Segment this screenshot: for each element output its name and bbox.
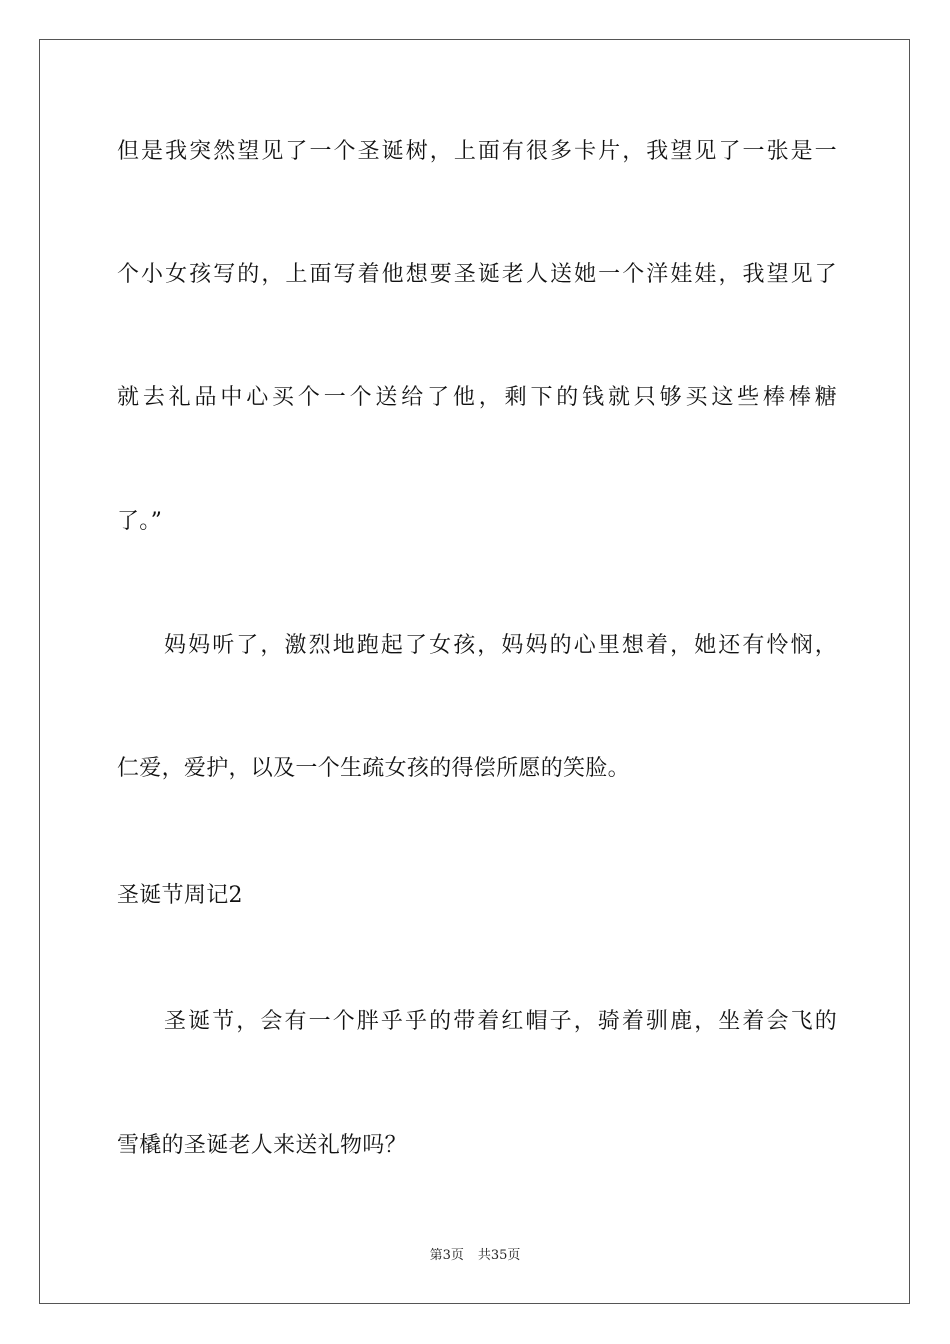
page-border <box>39 39 910 1304</box>
page-footer <box>0 1247 950 1265</box>
paragraph-line-6: 仁爱，爱护，以及一个生疏女孩的得偿所愿的笑脸。 <box>117 756 630 781</box>
section-heading: 圣诞节周记2 <box>117 883 243 908</box>
paragraph-line-7: 圣诞节，会有一个胖乎乎的带着红帽子，骑着驯鹿，坐着会飞的 <box>164 1009 837 1034</box>
page-number: 第3页 <box>429 1248 464 1263</box>
paragraph-line-3: 就去礼品中心买个一个送给了他，剩下的钱就只够买这些棒棒糖 <box>117 385 837 410</box>
paragraph-line-1: 但是我突然望见了一个圣诞树，上面有很多卡片，我望见了一张是一 <box>117 139 837 164</box>
paragraph-line-8: 雪橇的圣诞老人来送礼物吗？ <box>117 1133 407 1158</box>
page-total: 共35页 <box>477 1248 521 1263</box>
paragraph-line-4: 了。” <box>117 509 163 534</box>
paragraph-line-2: 个小女孩写的，上面写着他想要圣诞老人送她一个洋娃娃，我望见了 <box>117 262 837 287</box>
paragraph-line-5: 妈妈听了，激烈地跑起了女孩，妈妈的心里想着，她还有怜悯， <box>164 633 837 658</box>
